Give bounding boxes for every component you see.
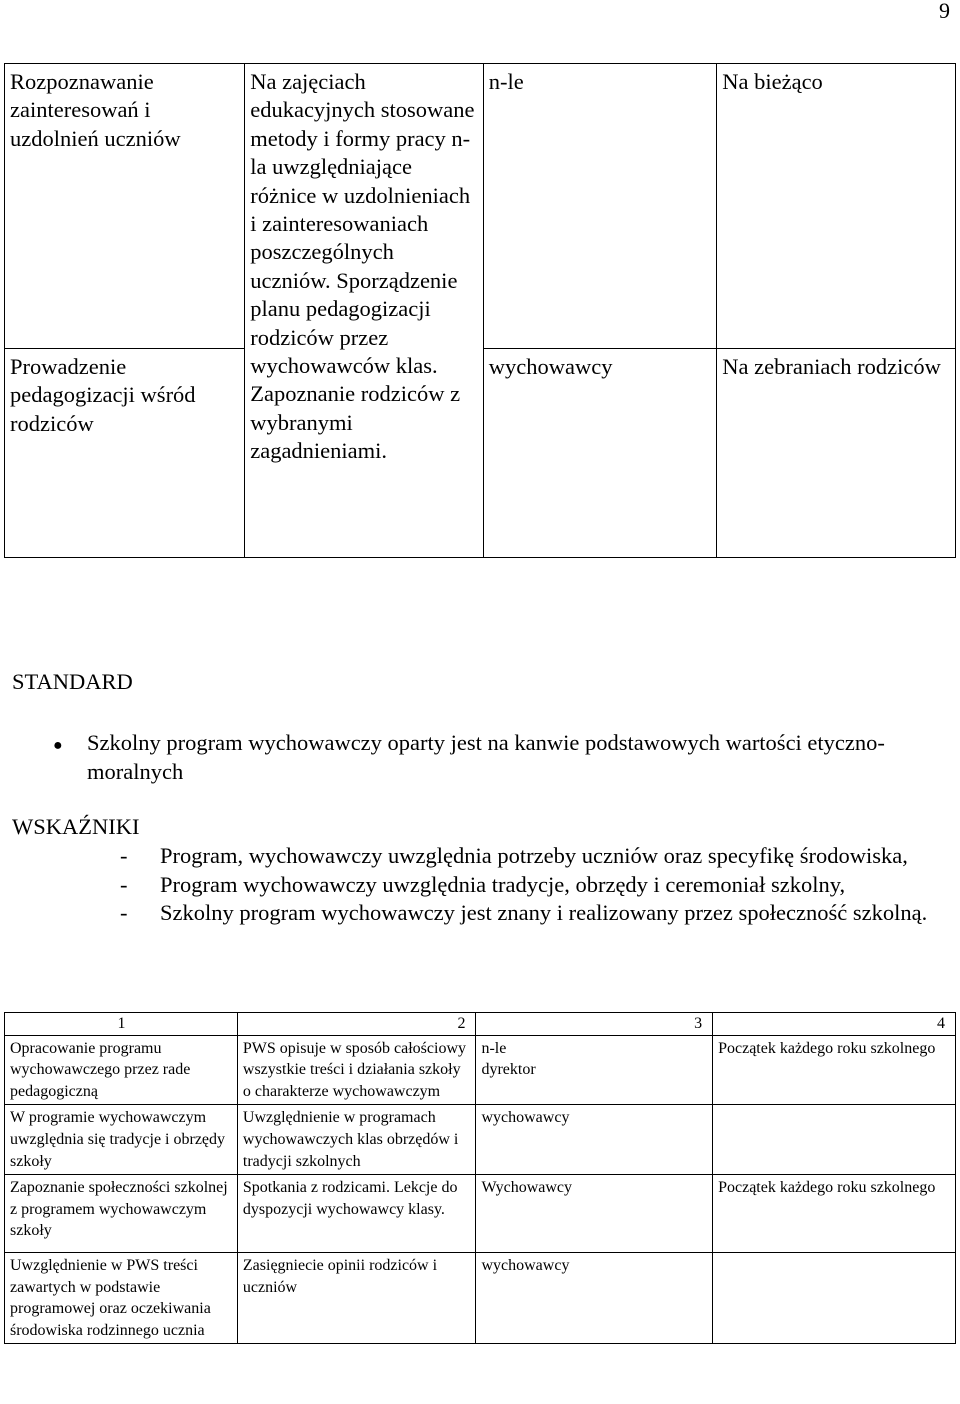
- table-cell: Początek każdego roku szkolnego: [713, 1175, 956, 1253]
- indicator-text: Program, wychowawczy uwzględnia potrzeby uczniów oraz specyfikę środowiska,: [160, 843, 908, 868]
- table-cell: Wychowawcy: [476, 1175, 713, 1253]
- table-cell: Początek każdego roku szkolnego: [713, 1035, 956, 1105]
- responsible-cell: wychowawcy: [483, 349, 716, 558]
- list-item: [120, 899, 940, 928]
- dash-marker: -: [120, 843, 128, 868]
- dash-marker: -: [120, 900, 128, 926]
- method-text-1: Na zajęciach edukacyjnych stosowane metody i formy pracy n-la uwzględniające różnice w uzdolnieniach i zainteresowaniach poszczególnych uczniów.: [250, 69, 475, 293]
- table-cell: Zapoznanie społeczności szkolnej z programem wychowawczym szkoły: [5, 1175, 238, 1253]
- timing-cell: Na bieżąco: [717, 64, 956, 349]
- method-text-2: Sporządzenie planu pedagogizacji rodziców przez wychowawców klas. Zapoznanie rodziców z wybranymi zagadnieniami.: [250, 267, 461, 464]
- bullet-icon: ●: [53, 737, 63, 754]
- dash-marker: -: [120, 871, 128, 897]
- table-row: [5, 1035, 956, 1105]
- column-number: 1: [5, 1013, 238, 1036]
- list-item: [120, 842, 940, 871]
- table-cell: wychowawcy: [476, 1105, 713, 1175]
- indicator-text: Szkolny program wychowawczy jest znany i realizowany przez społeczność szkolną.: [160, 900, 928, 926]
- table-row: [5, 1252, 956, 1343]
- method-cell: [245, 64, 484, 558]
- standard-bullet: Szkolny program wychowawczy oparty jest na kanwie podstawowych wartości etyczno-moralnych: [87, 730, 885, 784]
- activities-table-top: [4, 63, 956, 558]
- table-cell: Uwzględnienie w programach wychowawczych klas obrzędów i tradycji szkolnych: [237, 1105, 476, 1175]
- table-cell: wychowawcy: [476, 1252, 713, 1343]
- table-cell: PWS opisuje w sposób całościowy wszystkie treści i działania szkoły o charakterze wychowawczym: [237, 1035, 476, 1105]
- table-cell: Zasięgniecie opinii rodziców i uczniów: [237, 1252, 476, 1343]
- indicators-heading: WSKAŹNIKI: [12, 814, 140, 839]
- timing-cell: Na zebraniach rodziców: [717, 349, 956, 558]
- responsible-cell: n-le: [483, 64, 716, 349]
- table-header-row: [5, 1013, 956, 1036]
- activity-cell: Prowadzenie pedagogizacji wśród rodziców: [5, 349, 245, 558]
- table-row: [5, 64, 956, 349]
- page-number: 9: [939, 0, 950, 23]
- table-cell: Spotkania z rodzicami. Lekcje do dyspozycji wychowawcy klasy.: [237, 1175, 476, 1253]
- table-row: [5, 1175, 956, 1253]
- indicators-list: [120, 842, 940, 928]
- standard-heading: STANDARD: [12, 669, 133, 694]
- table-cell: Uwzględnienie w PWS treści zawartych w podstawie programowej oraz oczekiwania środowiska rodzinnego ucznia: [5, 1252, 238, 1343]
- activity-cell: Rozpoznawanie zainteresowań i uzdolnień uczniów: [5, 64, 245, 349]
- table-cell: [713, 1105, 956, 1175]
- column-number: 3: [476, 1013, 713, 1036]
- column-number: 4: [713, 1013, 956, 1036]
- table-row: [5, 1105, 956, 1175]
- column-number: 2: [237, 1013, 476, 1036]
- activities-table-bottom: [4, 1012, 956, 1344]
- indicator-text: Program wychowawczy uwzględnia tradycje, obrzędy i ceremoniał szkolny,: [160, 871, 846, 897]
- list-item: [120, 871, 940, 900]
- table-cell: Opracowanie programu wychowawczego przez rade pedagogiczną: [5, 1035, 238, 1105]
- table-cell: W programie wychowawczym uwzględnia się tradycje i obrzędy szkoły: [5, 1105, 238, 1175]
- table-cell: n-le dyrektor: [476, 1035, 713, 1105]
- table-cell: [713, 1252, 956, 1343]
